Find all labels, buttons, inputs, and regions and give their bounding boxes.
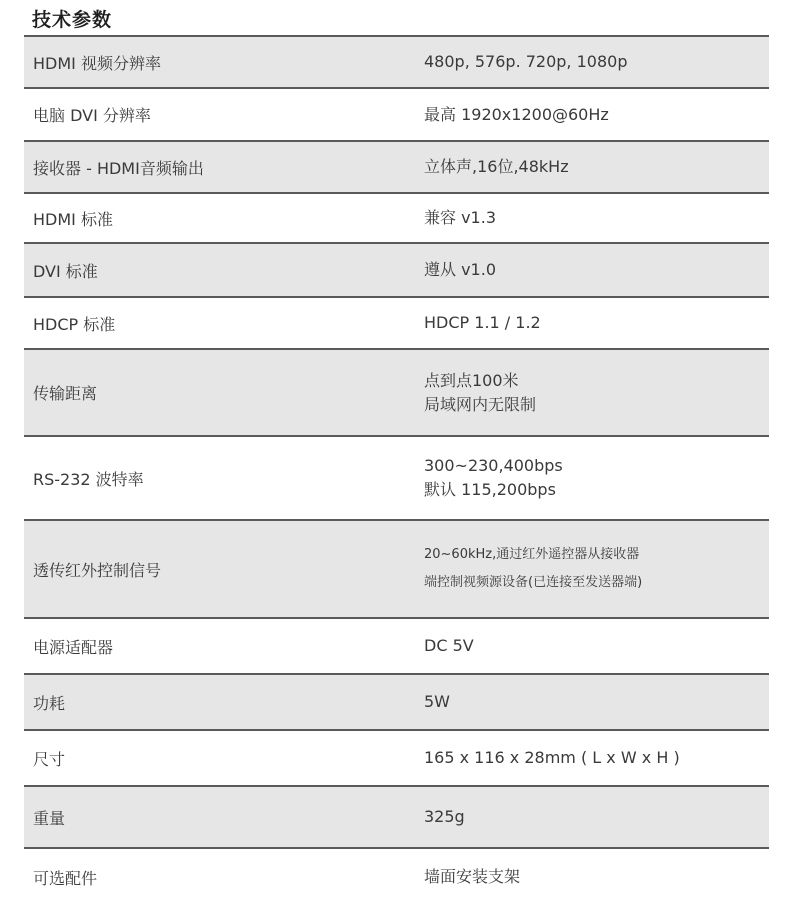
spec-value-line: 点到点100米 bbox=[424, 370, 519, 390]
spec-row-audio-output bbox=[24, 140, 769, 192]
spec-label: 透传红外控制信号 bbox=[33, 560, 162, 580]
spec-row-power-adapter bbox=[24, 617, 769, 673]
spec-value-line: HDCP 1.1 / 1.2 bbox=[424, 313, 541, 332]
page-title: 技术参数 bbox=[32, 9, 113, 31]
spec-table bbox=[24, 35, 769, 905]
spec-value-line: 墙面安装支架 bbox=[424, 867, 521, 886]
spec-value bbox=[414, 103, 769, 127]
spec-label: RS-232 波特率 bbox=[33, 469, 144, 489]
spec-label: DVI 标准 bbox=[33, 261, 98, 281]
spec-value-line: 兼容 v1.3 bbox=[424, 208, 497, 227]
spec-value bbox=[414, 690, 769, 714]
spec-value-line: DC 5V bbox=[424, 636, 474, 655]
spec-value bbox=[414, 746, 769, 770]
spec-row-hdmi-standard bbox=[24, 192, 769, 242]
spec-value-line: 5W bbox=[424, 692, 450, 711]
spec-value bbox=[414, 369, 769, 417]
spec-label: 电源适配器 bbox=[33, 637, 114, 657]
spec-value-line: 立体声,16位,48kHz bbox=[424, 157, 569, 176]
spec-label: 接收器 - HDMI音频输出 bbox=[33, 158, 204, 178]
spec-value-line: 默认 115,200bps bbox=[424, 480, 556, 499]
spec-value-line: 遵从 v1.0 bbox=[424, 260, 497, 279]
spec-value-line: 最高 1920x1200@60Hz bbox=[424, 104, 609, 124]
spec-row-rs232-baud bbox=[24, 435, 769, 519]
spec-value-line: 300~230,400bps bbox=[424, 456, 563, 475]
spec-value bbox=[414, 541, 769, 597]
spec-row-weight bbox=[24, 785, 769, 847]
spec-row-optional-accessories bbox=[24, 847, 769, 905]
spec-value-line: 480p, 576p. 720p, 1080p bbox=[424, 52, 628, 71]
spec-label: HDCP 标准 bbox=[33, 314, 116, 334]
spec-label: HDMI 标准 bbox=[33, 209, 113, 229]
spec-value bbox=[414, 155, 769, 179]
spec-row-hdmi-resolution bbox=[24, 35, 769, 87]
spec-label: 可选配件 bbox=[33, 868, 98, 888]
spec-label: 电脑 DVI 分辨率 bbox=[33, 106, 151, 125]
spec-label: 传输距离 bbox=[33, 384, 98, 403]
spec-row-ir-passthrough bbox=[24, 519, 769, 617]
spec-label: 功耗 bbox=[33, 693, 66, 713]
spec-label: 重量 bbox=[33, 808, 66, 828]
spec-value bbox=[414, 865, 769, 889]
spec-row-dimensions bbox=[24, 729, 769, 785]
spec-value-line: 局域网内无限制 bbox=[424, 394, 537, 414]
spec-row-power-consumption bbox=[24, 673, 769, 729]
spec-value-line: 端控制视频源设备(已连接至发送器端) bbox=[424, 575, 643, 590]
spec-value bbox=[414, 634, 769, 658]
spec-value bbox=[414, 311, 769, 335]
spec-row-dvi-standard bbox=[24, 242, 769, 296]
spec-value-line: 325g bbox=[424, 807, 465, 826]
spec-row-hdcp-standard bbox=[24, 296, 769, 348]
spec-value bbox=[414, 206, 769, 230]
spec-value-line: 165 x 116 x 28mm ( L x W x H ) bbox=[424, 748, 680, 767]
spec-row-dvi-resolution bbox=[24, 87, 769, 140]
spec-value bbox=[414, 805, 769, 829]
spec-label: HDMI 视频分辨率 bbox=[33, 53, 161, 73]
spec-value bbox=[414, 454, 769, 502]
spec-row-transmission-distance bbox=[24, 348, 769, 435]
spec-value-line: 20~60kHz,通过红外遥控器从接收器 bbox=[424, 547, 640, 562]
spec-value bbox=[414, 50, 769, 74]
spec-value bbox=[414, 258, 769, 282]
spec-label: 尺寸 bbox=[33, 749, 66, 769]
